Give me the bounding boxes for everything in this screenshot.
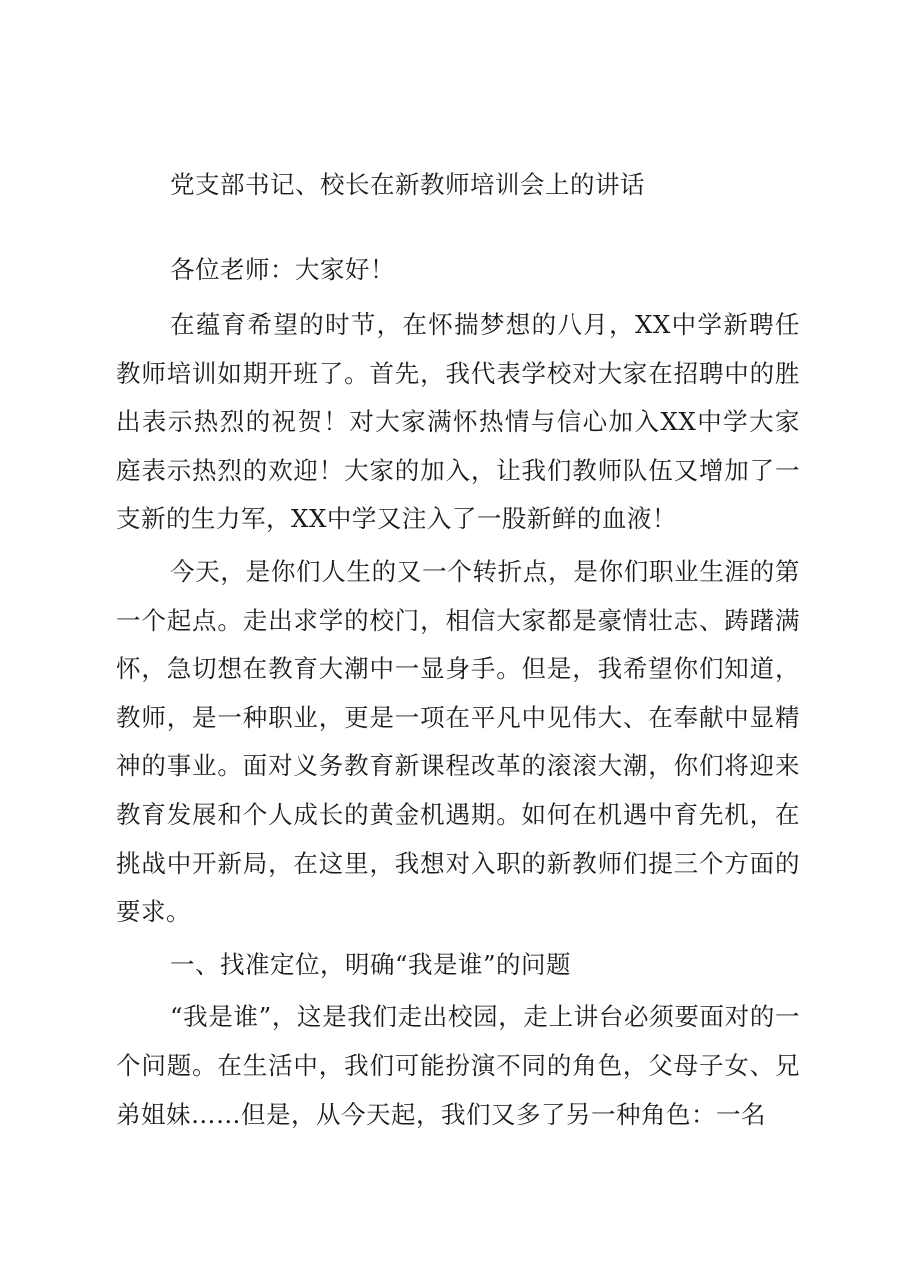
- section-paragraph: “我是谁”，这是我们走出校园，走上讲台必须要面对的一个问题。在生活中，我们可能扮演不同的角色，父母子女、兄弟姐妹……但是，从今天起，我们又多了另一种角色：一名: [116, 1002, 800, 1129]
- body-paragraph-2: 今天，是你们人生的又一个转折点，是你们职业生涯的第一个起点。走出求学的校门，相信大家都是豪情壮志、踌躇满怀，急切想在教育大潮中一显身手。但是，我希望你们知道，教师，是一种职业，更是一项在平凡中见伟大、在奉献中显精神的事业。面对义务教育新课程改革的滚滚大潮，你们将迎来教育发展和个人成长的黄金机遇期。如何在机遇中育先机，在挑战中开新局，在这里，我想对入职的新教师们提三个方面的要求。: [116, 556, 800, 927]
- document-body: [116, 156, 800, 1139]
- salutation: 各位老师：大家好！: [170, 255, 395, 284]
- body-paragraph-1: 在蕴育希望的时节，在怀揣梦想的八月，XX中学新聘任教师培训如期开班了。首先，我代表学校对大家在招聘中的胜出表示热烈的祝贺！对大家满怀热情与信心加入XX中学大家庭表示热烈的欢迎！大家的加入，让我们教师队伍又增加了一支新的生力军，XX中学又注入了一股新鲜的血液！: [116, 310, 800, 534]
- section-heading: 一、找准定位，明确“我是谁”的问题: [170, 949, 572, 979]
- document-title: 党支部书记、校长在新教师培训会上的讲话: [170, 170, 645, 199]
